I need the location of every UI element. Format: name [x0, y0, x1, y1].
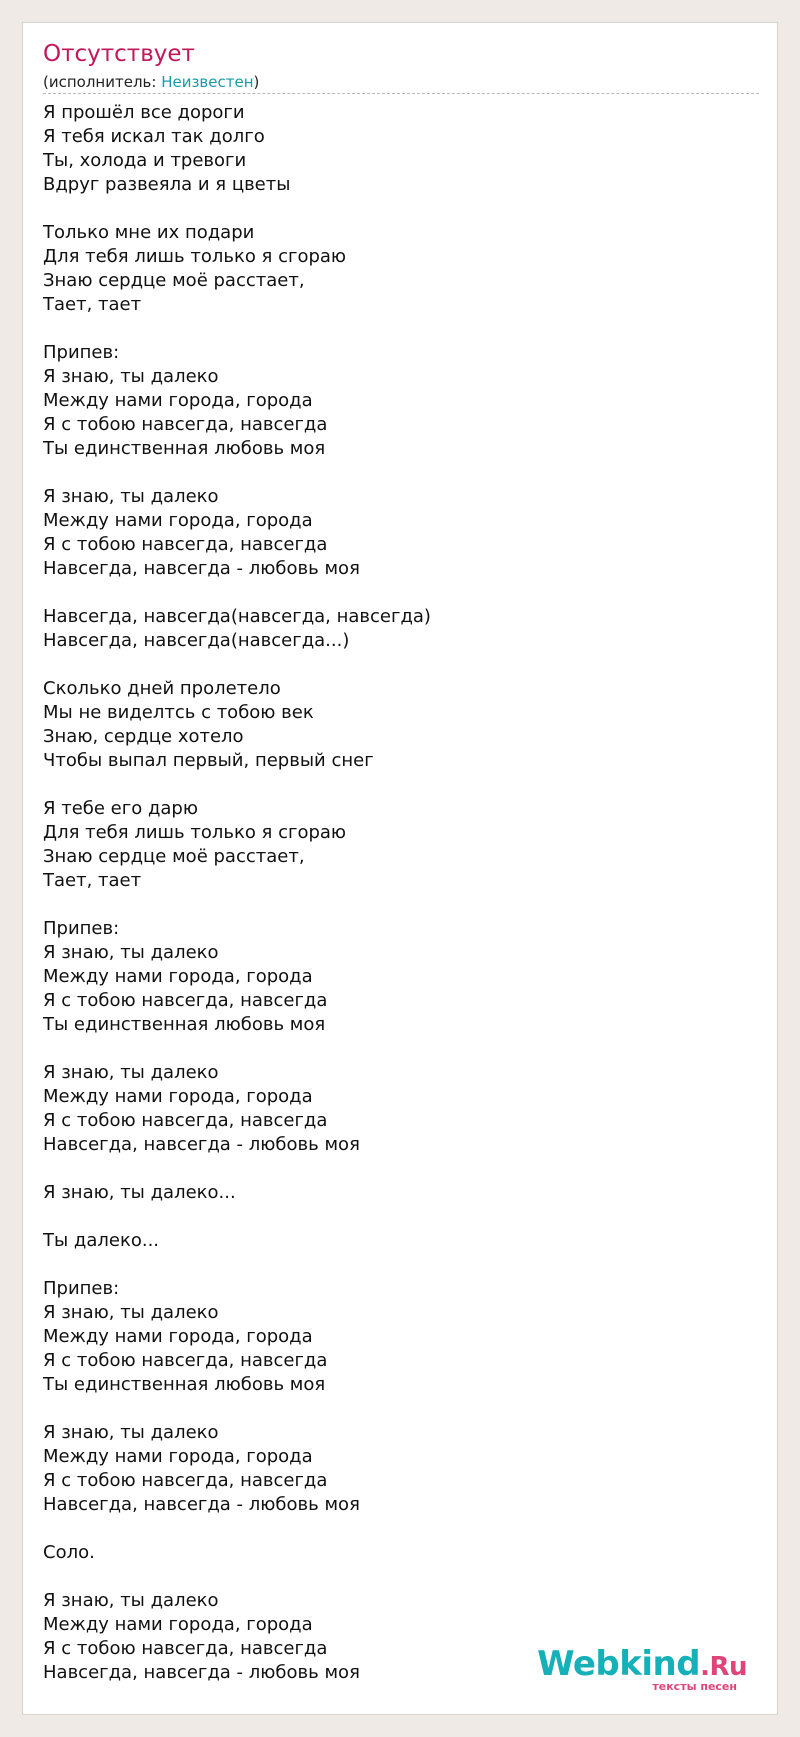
brand-wordmark	[537, 1644, 747, 1684]
artist-suffix: )	[253, 73, 260, 91]
artist-link[interactable]: Неизвестен	[161, 73, 254, 91]
brand-logo[interactable]	[537, 1644, 747, 1693]
lyrics-text: Я прошёл все дороги Я тебя искал так долго Ты, холода и тревоги Вдруг развеяла и я цветы Только мне их подари Для тебя лишь только я сгораю Знаю сердце моё расстает, Тает, тает Припев: Я знаю, ты далеко Между нами города, города Я с тобою навсегда, навсегда Ты единственная любовь моя Я знаю, ты далеко Между нами города, города Я с тобою навсегда, навсегда Навсегда, навсегда - любовь моя Навсегда, навсегда(навсегда, навсегда) Навсегда, навсегда(навсегда...) Сколько дней пролетело Мы не виделтсь с тобою век Знаю, сердце хотело Чтобы выпал первый, первый снег Я тебе его дарю Для тебя лишь только я сгораю Знаю сердце моё расстает, Тает, тает Припев: Я знаю, ты далеко Между нами города, города Я с тобою навсегда, навсегда Ты единственная любовь моя Я знаю, ты далеко Между нами города, города Я с тобою навсегда, навсегда Навсегда, навсегда - любовь моя Я знаю, ты далеко... Ты далеко... Припев: Я знаю, ты далеко Между нами города, города Я с тобою навсегда, навсегда Ты единственная любовь моя Я знаю, ты далеко Между нами города, города Я с тобою навсегда, навсегда Навсегда, навсегда - любовь моя Соло. Я знаю, ты далеко Между нами города, города Я с тобою навсегда, навсегда Навсегда, навсегда - любовь моя	[43, 102, 431, 1683]
song-title: Отсутствует	[43, 41, 195, 67]
lyrics-card	[22, 22, 778, 1715]
brand-name: Webkind	[537, 1644, 701, 1684]
artist-line	[43, 73, 259, 91]
artist-prefix: (исполнитель:	[43, 73, 162, 91]
brand-tld: .Ru	[700, 1652, 747, 1682]
brand-tagline: тексты песен	[652, 1680, 737, 1693]
title-divider	[43, 93, 759, 94]
